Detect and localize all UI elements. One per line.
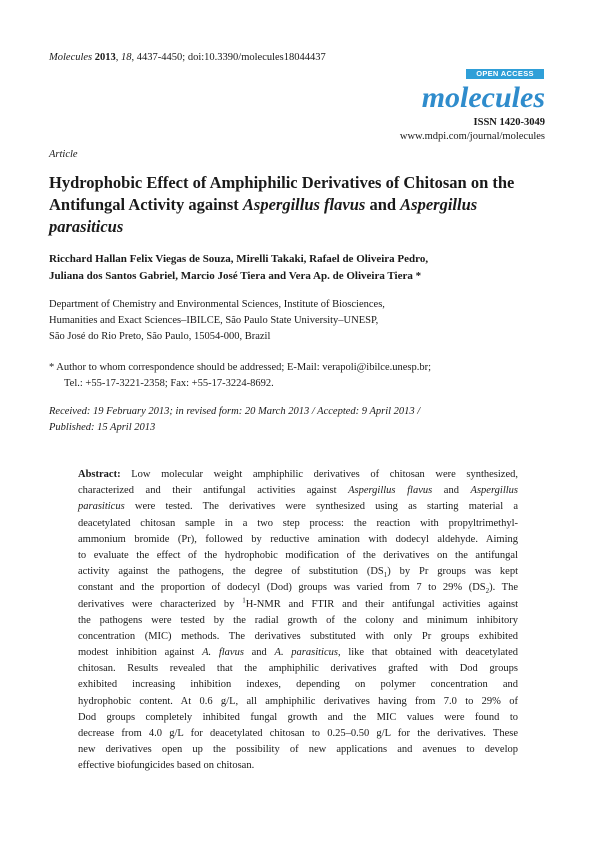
citation-pages-doi: , 4437-4450; doi:10.3390/molecules18044437 — [131, 52, 326, 63]
title-species-2: Aspergillus parasiticus — [49, 195, 478, 236]
affiliation-line: São José do Rio Preto, São Paulo, 15054-000, Brazil — [49, 331, 271, 342]
affiliation — [49, 297, 549, 345]
abstract-line: characterized and their antifungal activities against Aspergillus flavus and Aspergillus — [78, 485, 518, 497]
abstract-line: deacetylated chitosan sample in a two step process: the reaction with propyltrimethyl- — [78, 517, 518, 529]
author-list — [49, 251, 549, 285]
abstract-line: concentration (MIC) methods. The derivatives substituted with only Pr groups exhibited — [78, 630, 518, 642]
publication-dates — [49, 404, 549, 436]
abstract-line: Abstract: Low molecular weight amphiphilic derivatives of chitosan were synthesized, — [78, 469, 518, 480]
affiliation-line: Department of Chemistry and Environmental Sciences, Institute of Biosciences, — [49, 299, 385, 310]
abstract-line: ammonium bromide (Pr), followed by reductive amination with dodecyl aldehyde. Aiming — [78, 533, 518, 545]
affiliation-line: Humanities and Exact Sciences–IBILCE, São Paulo State University–UNESP, — [49, 315, 379, 326]
citation-year: 2013 — [94, 52, 116, 63]
title-text: Hydrophobic Effect of Amphiphilic Derivatives of Chitosan on the Antifungal Activity against — [49, 173, 515, 214]
abstract-line: hydrophobic content. At 0.6 g/L, all amphiphilic derivatives having from 7.0 to 29% of — [78, 695, 518, 707]
abstract-label: Abstract: — [78, 469, 121, 480]
journal-logo: molecules — [421, 81, 545, 114]
abstract-line: derivatives were characterized by $^1$H-NMR and FTIR and their antifungal activities against — [78, 596, 518, 610]
title-and: and — [365, 195, 401, 214]
abstract-line: activity against the pathogens, the degree of substitution $(DS_1)$ by Pr groups was kept — [78, 566, 518, 580]
abstract-line: chitosan. Results revealed that the amphiphilic derivatives grafted with Dod groups — [78, 663, 518, 675]
citation-journal: Molecules — [49, 52, 93, 63]
abstract-line: decrease from 4.0 g/L for deacetylated chitosan to 0.25–0.50 g/L for the derivatives. These — [78, 728, 518, 739]
correspondence-line: Tel.: +55-17-3221-2358; Fax: +55-17-3224-8692. — [64, 378, 274, 389]
article-title — [49, 172, 549, 238]
citation-volume: 18 — [121, 52, 132, 63]
issn: ISSN 1420-3049 — [473, 117, 545, 128]
abstract-line: new derivatives open up the possibility of new applications and avenues to develop — [78, 744, 518, 756]
abstract-line: modest inhibition against A. flavus and A. parasiticus, like that obtained with deacetylated — [78, 647, 518, 659]
abstract-line: Dod groups completely inhibited fungal growth and the MIC values were found to — [78, 711, 518, 723]
article-type: Article — [49, 149, 78, 160]
author-line: Juliana dos Santos Gabriel, Marcio José Tiera and Vera Ap. de Oliveira Tiera * — [49, 270, 422, 282]
abstract-line: parasiticus were tested. The derivatives were synthesized using as starting material a — [78, 501, 518, 513]
journal-website-link[interactable]: www.mdpi.com/journal/molecules — [399, 131, 545, 142]
correspondence-line: * Author to whom correspondence should be addressed; E-Mail: verapoli@ibilce.unesp.br; — [49, 362, 432, 373]
abstract-line: to evaluate the effect of the hydrophobic modification of the derivatives on the antifungal — [78, 549, 518, 561]
correspondence-note — [49, 360, 559, 392]
title-species-1: Aspergillus flavus — [242, 195, 366, 214]
abstract-line: exhibited increasing inhibition indexes, depending on polymer concentration and — [78, 679, 518, 691]
abstract-line: the pathogens were tested by the radial growth of the colony and minimum inhibitory — [78, 614, 518, 626]
dates-line: Published: 15 April 2013 — [49, 422, 156, 433]
author-line: Ricchard Hallan Felix Viegas de Souza, Mirelli Takaki, Rafael de Oliveira Pedro, — [49, 253, 429, 265]
abstract-line: effective biofungicides based on chitosan. — [78, 760, 255, 772]
abstract-line: constant and the proportion of dodecyl (Dod) groups was varied from 7 to 29% $(DS_2)$. The — [78, 582, 518, 596]
abstract — [78, 467, 518, 775]
dates-line: Received: 19 February 2013; in revised form: 20 March 2013 / Accepted: 9 April 2013 / — [49, 406, 421, 417]
citation-line: Molecules 2013, 18, 4437-4450; doi:10.3390/molecules18044437 — [49, 52, 326, 63]
open-access-badge: OPEN ACCESS — [466, 69, 544, 79]
